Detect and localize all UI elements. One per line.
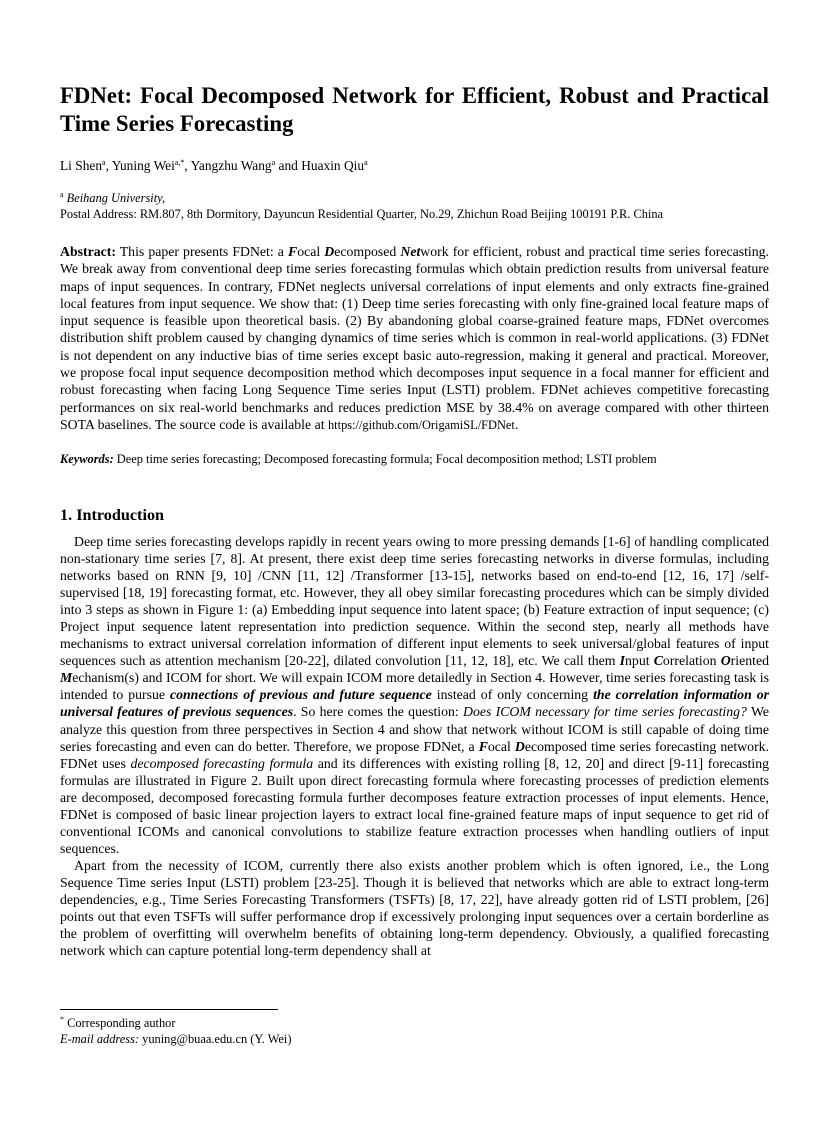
- paragraph-text: and its differences with existing rolling [8, 12, 20] and direct [9-11] forecasting formulas are illustrated in Figure 2. Built upon direct forecasting formula where forecasting processes of prediction elements are decomposed, decomposed forecasting formula further decomposes feature extraction processes of input elements. Hence, FDNet is composed of basic linear projection layers to extract local fine-grained feature maps of input sequence to get rid of conventional ICOMs and canonical convolutions to stabilize feature extraction processes when handling outliers of input sequences.: [60, 755, 770, 856]
- acronym-letter: C: [653, 653, 663, 669]
- acronym-letter: O: [720, 653, 731, 669]
- footnote-mark: *: [60, 1015, 64, 1024]
- abstract-text: ecomposed: [334, 244, 401, 259]
- email-address[interactable]: yuning@buaa.edu.cn (Y. Wei): [139, 1032, 292, 1046]
- section-heading: 1. Introduction: [60, 506, 165, 524]
- affiliation-mark: a: [60, 190, 64, 199]
- paper-title: FDNet: Focal Decomposed Network for Efficient, Robust and Practical Time Series Forecasting: [60, 83, 769, 136]
- acronym-letter: F: [288, 244, 298, 259]
- abstract-text: work for efficient, robust and practical time series forecasting. We break away from conventional deep time series forecasting formulas which obtain prediction results from universal feature maps of input sequences. In contrary, FDNet neglects universal correlations of input elements and only extracts fine-grained local features from input sequence. We show that: (1) Deep time series forecasting with only fine-grained local feature maps of input sequence is feasible upon theoretical basis. (2) By abandoning global coarse-grained feature maps, FDNet overcomes distribution shift problem caused by changing dynamics of time series which is common in real-world applications. (3) FDNet is not dependent on any inductive bias of time series except basic auto-regression, making it general and practical. Moreover, we propose focal input sequence decomposition method which decomposes input sequence in a focal manner for efficient and robust forecasting when facing Long Sequence Time series Input (LSTI) problem. FDNet achieves competitive forecasting performances on six real-world benchmarks and reduces prediction MSE by 38.4% on average compared with other thirteen SOTA baselines. The source code is available at: [60, 244, 769, 432]
- source-code-link[interactable]: https://github.com/OrigamiSL/FDNet: [327, 417, 515, 432]
- author-separator: and: [275, 158, 302, 173]
- postal-address: Postal Address: RM.807, 8th Dormitory, Dayuncun Residential Quarter, No.29, Zhichun Road Beijing 100191 P.R. China: [60, 206, 664, 221]
- emphasis: decomposed forecasting formula: [130, 755, 314, 771]
- paragraph-text: echanism(s) and ICOM for short. We will expain ICOM more detailedly in Section 4. However, time series forecasting task is intended to pursue: [60, 670, 769, 703]
- author-affiliation-mark: a: [102, 158, 106, 167]
- acronym-letter: D: [514, 738, 525, 754]
- acronym-letter: Net: [400, 244, 421, 259]
- corresponding-author-note: [60, 1015, 769, 1031]
- keywords: [60, 451, 769, 467]
- paragraph-text: instead of only concerning: [431, 687, 594, 703]
- institution-name: Beihang University,: [66, 191, 166, 205]
- abstract-text: This paper presents FDNet: a: [115, 244, 288, 259]
- author-name: Li Shen: [60, 158, 103, 173]
- footnote-text: Corresponding author: [64, 1016, 176, 1030]
- acronym-letter: D: [324, 244, 335, 259]
- acronym-letter: F: [478, 738, 488, 754]
- introduction-body: [60, 533, 769, 959]
- keywords-text: Deep time series forecasting; Decomposed forecasting formula; Focal decomposition method; LSTI problem: [113, 452, 657, 466]
- abstract-text: .: [514, 416, 519, 432]
- paragraph-text: nput: [625, 653, 654, 669]
- author-name: Huaxin Qiu: [301, 158, 365, 173]
- paragraph: [60, 533, 769, 857]
- research-question: Does ICOM necessary for time series forecasting?: [463, 704, 747, 720]
- paragraph-text: ecomposed time series forecasting network. FDNet uses: [60, 738, 770, 771]
- paragraph: Apart from the necessity of ICOM, currently there also exists another problem which is often ignored, i.e., the Long Sequence Time series Input (LSTI) problem [23-25]. Though it is believed that networks which are able to extract long-term dependencies, e.g., Time Series Forecasting Transformers (TSFTs) [8, 17, 22], have already gotten rid of LSTI problem, [26] points out that even TSFTs will suffer performance drop if excessively prolonging input sequences over a certain borderline as the problem of overfitting will overwhelm benefits of obtaining long-term dependency. Obviously, a qualified forecasting network which can capture potential long-term dependency shall at: [60, 857, 769, 959]
- paragraph-text: Deep time series forecasting develops rapidly in recent years owing to more pressing demands [1-6] of handling complicated non-stationary time series [7, 8]. At present, there exist deep time series forecasting networks in diverse formulas, including networks based on RNN [9, 10] /CNN [11, 12] /Transformer [13-15], networks based on end-to-end [12, 16, 17] /self-supervised [18, 19] forecasting format, etc. However, they all obey similar forecasting procedures which can be simply divided into 3 steps as shown in Figure 1: (a) Embedding input sequence into latent space; (b) Feature extraction of input sequence; (c) Project input sequence latent representation into prediction sequence. Within the second step, nearly all methods have mechanisms to extract universal correlation information of different input elements to seek universal/global features of input sequences such as attention mechanism [20-22], dilated convolution [11, 12, 18], etc. We call them: [60, 534, 769, 669]
- author-affiliation-mark: a: [271, 158, 276, 167]
- affiliation: [60, 191, 769, 222]
- emphasis: the correlation information or universal features of previous sequences: [60, 687, 769, 720]
- acronym-letter: M: [60, 670, 73, 686]
- abstract: [60, 243, 769, 434]
- acronym-letter: I: [619, 653, 626, 669]
- paragraph-text: We analyze this question from three perspectives in Section 4 and show that network without ICOM is still capable of doing time series forecasting and even can do better. Therefore, we propose FDNet, a: [60, 704, 769, 754]
- author-separator: ,: [105, 158, 112, 173]
- paragraph-text: orrelation: [662, 653, 721, 669]
- author-affiliation-mark: a: [364, 158, 368, 167]
- affiliation-institution: [60, 191, 769, 207]
- author-name: Yangzhu Wang: [190, 158, 272, 173]
- author-list: [60, 157, 769, 174]
- paragraph-text: riented: [730, 653, 769, 669]
- emphasis: connections of previous and future sequence: [169, 687, 432, 703]
- abstract-text: ocal: [297, 244, 325, 259]
- email-note: [60, 1031, 769, 1047]
- footnote: [60, 1015, 769, 1047]
- abstract-label: Abstract:: [60, 244, 116, 259]
- paragraph-text: . So here comes the question:: [293, 704, 463, 720]
- keywords-label: Keywords:: [60, 452, 114, 466]
- author-name: Yuning Wei: [111, 158, 175, 173]
- email-label: E-mail address:: [60, 1032, 140, 1046]
- author-affiliation-mark: a,*: [174, 158, 185, 167]
- author-separator: ,: [184, 158, 191, 173]
- footnote-divider: [60, 1009, 278, 1010]
- paragraph-text: ocal: [487, 738, 515, 754]
